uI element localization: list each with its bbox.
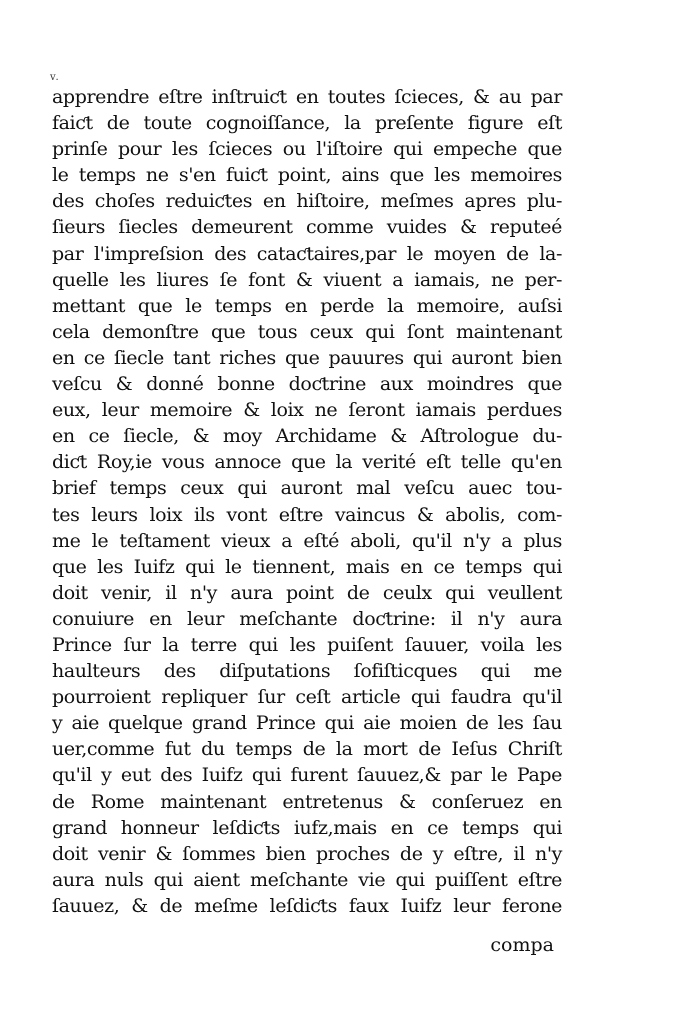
text-line: grand honneur leſdiƈts iufz,mais en ce temps qui [52, 816, 562, 839]
text-line: ſieurs ſiecles demeurent comme vuides & reputeé [52, 216, 562, 239]
text-line: tes leurs loix ils vont eſtre vaincus & abolis, com- [52, 503, 562, 526]
text-line: doit venir, il n'y aura point de ceulx qui veullent [52, 581, 562, 604]
text-line: de Rome maintenant entretenus & conſeruez en [52, 790, 562, 813]
text-line: doit venir & ſommes bien proches de y eſtre, il n'y [52, 842, 562, 865]
text-line: faiƈt de toute cognoiſſance, la preſente figure eſt [52, 112, 562, 135]
text-line: Prince ſur la terre qui les puiſent ſauuer, voila les [52, 633, 562, 656]
text-line: conuiure en leur meſchante doƈtrine: il n'y aura [52, 607, 562, 630]
text-line: veſcu & donné bonne doƈtrine aux moindres que [52, 373, 562, 396]
text-line: apprendre eſtre inſtruiƈt en toutes ſcieces, & au par [52, 86, 562, 108]
text-line: par l'impreſsion des cataƈtaires,par le moyen de la- [52, 242, 562, 265]
text-line: pourroient repliquer ſur ceſt article qui faudra qu'il [52, 686, 562, 709]
text-line: me le teſtament vieux a eſté aboli, qu'il n'y a plus [52, 529, 562, 552]
margin-mark: v. [50, 72, 60, 83]
body-text [52, 84, 562, 919]
text-line: brief temps ceux qui auront mal veſcu auec tou- [52, 477, 562, 500]
text-line: ſauuez, & de meſme leſdiƈts faux Iuifz leur ferone [52, 894, 562, 917]
text-line: cela demonſtre que tous ceux qui ſont maintenant [52, 320, 562, 343]
text-line: aura nuls qui aient meſchante vie qui puiſſent eſtre [52, 868, 562, 891]
text-line: prinſe pour les ſcieces ou l'iſtoire qui empeche que [52, 138, 562, 161]
text-line: uer,comme fut du temps de la mort de Ieſus Chriſt [52, 738, 562, 761]
text-line: diƈt Roy,ie vous annoce que la verité eſt telle qu'en [52, 451, 562, 474]
text-line: des choſes reduiƈtes en hiſtoire, meſmes apres plu- [52, 190, 562, 213]
text-line: eux, leur memoire & loix ne ſeront iamais perdues [52, 399, 562, 422]
catchword: compa [490, 934, 554, 956]
text-line: le temps ne s'en fuiƈt point, ains que les memoires [52, 164, 562, 187]
text-line: qu'il y eut des Iuifz qui furent ſauuez,& par le Pape [52, 764, 562, 787]
text-line: en ce ſiecle, & moy Archidame & Aſtrologue du- [52, 425, 562, 448]
text-line: en ce ſiecle tant riches que pauures qui auront bien [52, 346, 562, 369]
text-line: haulteurs des diſputations ſofiſticques qui me [52, 660, 562, 683]
text-line: quelle les liures ſe font & viuent a iamais, ne per- [52, 268, 562, 291]
text-line: y aie quelque grand Prince qui aie moien de les ſau [52, 712, 562, 735]
text-line: mettant que le temps en perde la memoire, auſsi [52, 294, 562, 317]
text-line: que les Iuifz qui le tiennent, mais en ce temps qui [52, 555, 562, 578]
